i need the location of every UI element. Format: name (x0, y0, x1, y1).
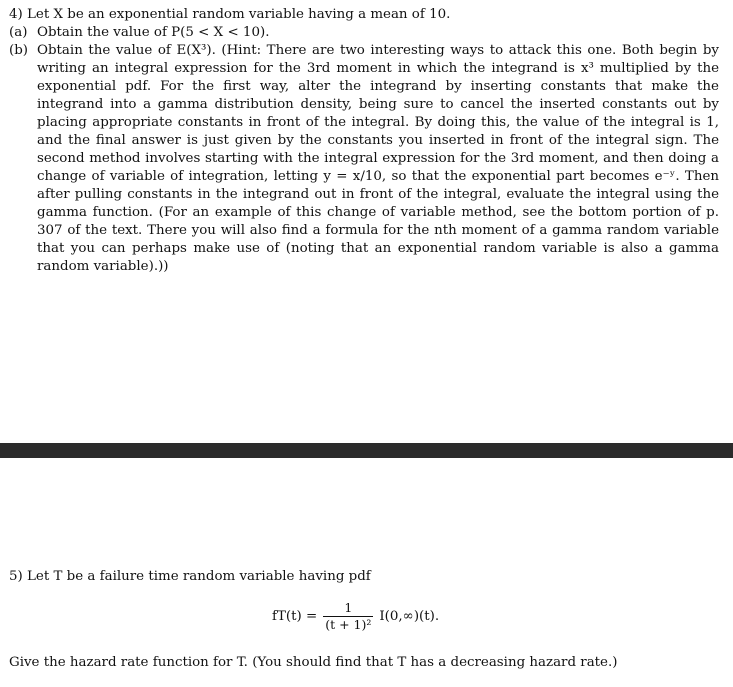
problem-4-header: 4) Let X be an exponential random variable having a mean of 10. (9, 7, 451, 22)
part-a-text: Obtain the value of P(5 < X < 10). (37, 25, 270, 40)
part-b-text: Obtain the value of E(X³). (Hint: There are two interesting ways to attack this one. Both begin by writing an integral expression for the 3rd moment in which the integrand is x³ multiplied by the exponential pdf. For the first way, alter the integrand by inserting constants that make the integrand into a gamma distribution density, being sure to cancel the inserted constants out by placing appropriate constants in front of the integral. By doing this, the value of the integral is 1, and the final answer is just given by the constants you inserted in front of the integral sign. The second method involves starting with the integral expression for the 3rd moment, and then doing a change of variable of integration, letting y = x/10, so that the exponential part becomes e⁻ʸ. Then after pulling constants in the integrand out in front of the integral, evaluate the integral using the gamma function. (For an example of this change of variable method, see the bottom portion of p. 307 of the text. There you will also find a formula for the nth moment of a gamma random variable that you can perhaps make use of (noting that an exponential random variable is also a gamma random variable).)) (37, 43, 719, 274)
part-a (9, 24, 719, 42)
fraction-numerator: 1 (344, 600, 353, 615)
part-b-label: (b) (9, 43, 29, 58)
equation-lhs: fT(t) = (272, 609, 318, 624)
pdf-equation (272, 600, 439, 633)
part-b (9, 42, 719, 276)
equation-fraction (323, 600, 373, 633)
part-a-label: (a) (9, 25, 28, 40)
equation-indicator: I(0,∞)(t). (379, 609, 440, 624)
problem-5-question: Give the hazard rate function for T. (You should find that T has a decreasing hazard rate.) (9, 655, 618, 670)
problem-4 (9, 6, 719, 276)
fraction-denominator: (t + 1)² (325, 617, 372, 632)
problem-5-intro: 5) Let T be a failure time random variable having pdf (9, 569, 371, 584)
page-separator-band (0, 443, 733, 458)
